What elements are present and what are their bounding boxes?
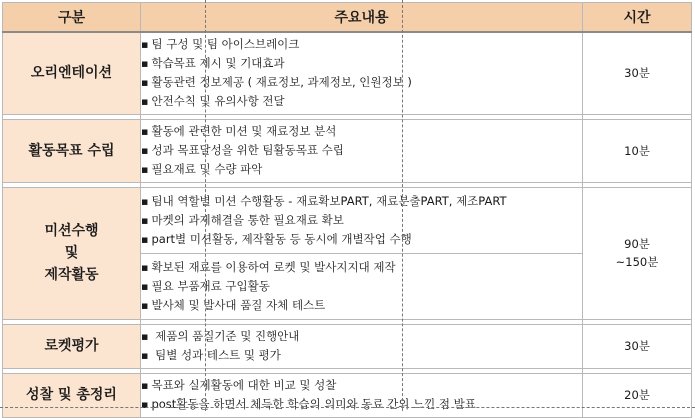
table-row	[3, 373, 692, 417]
table-row	[3, 32, 692, 114]
header-category: 구분	[3, 3, 141, 33]
category-cell: 성찰 및 총정리	[3, 373, 141, 417]
list-item: ▪ 필요재료 및 수량 파악	[141, 160, 582, 179]
list-item: ▪ 팀별 성과 테스트 및 평가	[141, 346, 582, 365]
list-item: ▪ 목표와 실제활동에 대한 비교 및 성찰	[141, 376, 582, 395]
content-cell	[141, 119, 583, 182]
header-time: 시간	[583, 3, 692, 33]
time-cell: 30분	[583, 32, 692, 114]
list-item: ▪ 학습목표 제시 및 기대효과	[141, 54, 582, 73]
page-boundary-line	[402, 0, 403, 411]
list-item: ▪ 확보된 재료를 이용하여 로켓 및 발사지지대 제작	[141, 258, 582, 277]
content-cell	[141, 32, 583, 114]
list-item: ▪ 활동에 관련한 미션 및 재료정보 분석	[141, 122, 582, 141]
list-item: ▪ 팀내 역할별 미션 수행활동 - 재료확보PART, 재료분출PART, 제조PART	[141, 192, 582, 211]
content-cell	[141, 373, 583, 417]
table-row	[3, 324, 692, 368]
page-boundary-line	[205, 0, 206, 411]
list-item: ▪ 안전수칙 및 유의사항 전달	[141, 92, 582, 111]
category-cell: 미션수행 및 제작활동	[3, 187, 141, 319]
list-item: ▪ 제품의 품질기준 및 진행안내	[141, 327, 582, 346]
list-item: ▪ 활동관련 정보제공 ( 재료정보, 과제정보, 인원정보 )	[141, 73, 582, 92]
header-row	[3, 3, 692, 33]
content-cell	[141, 324, 583, 368]
content-cell	[141, 187, 583, 253]
page-boundary-line	[0, 407, 695, 408]
list-item: ▪ 발사체 및 발사대 품질 자체 테스트	[141, 296, 582, 315]
list-item: ▪ 마켓의 과제해결을 통한 필요재료 확보	[141, 211, 582, 230]
list-item: ▪ 팀 구성 및 팀 아이스브레이크	[141, 35, 582, 54]
list-item: ▪ 필요 부품재료 구입활동	[141, 277, 582, 296]
header-content: 주요내용	[141, 3, 583, 33]
list-item: ▪ part별 미션활동, 제작활동 등 동시에 개별작업 수행	[141, 230, 582, 249]
category-cell: 오리엔테이션	[3, 32, 141, 114]
time-cell: 90분 ~150분	[583, 187, 692, 319]
table-row	[3, 187, 692, 253]
program-table	[2, 2, 692, 418]
time-cell: 30분	[583, 324, 692, 368]
table-row	[3, 119, 692, 182]
time-cell: 20분	[583, 373, 692, 417]
time-cell: 10분	[583, 119, 692, 182]
category-cell: 로켓평가	[3, 324, 141, 368]
list-item: ▪ 성과 목표달성을 위한 팀활동목표 수립	[141, 141, 582, 160]
list-item: ▪ post활동을 하면서 체득한 학습의 의미와 동료 간의 느낀 점 발표	[141, 395, 582, 414]
content-cell	[141, 253, 583, 319]
category-cell: 활동목표 수립	[3, 119, 141, 182]
